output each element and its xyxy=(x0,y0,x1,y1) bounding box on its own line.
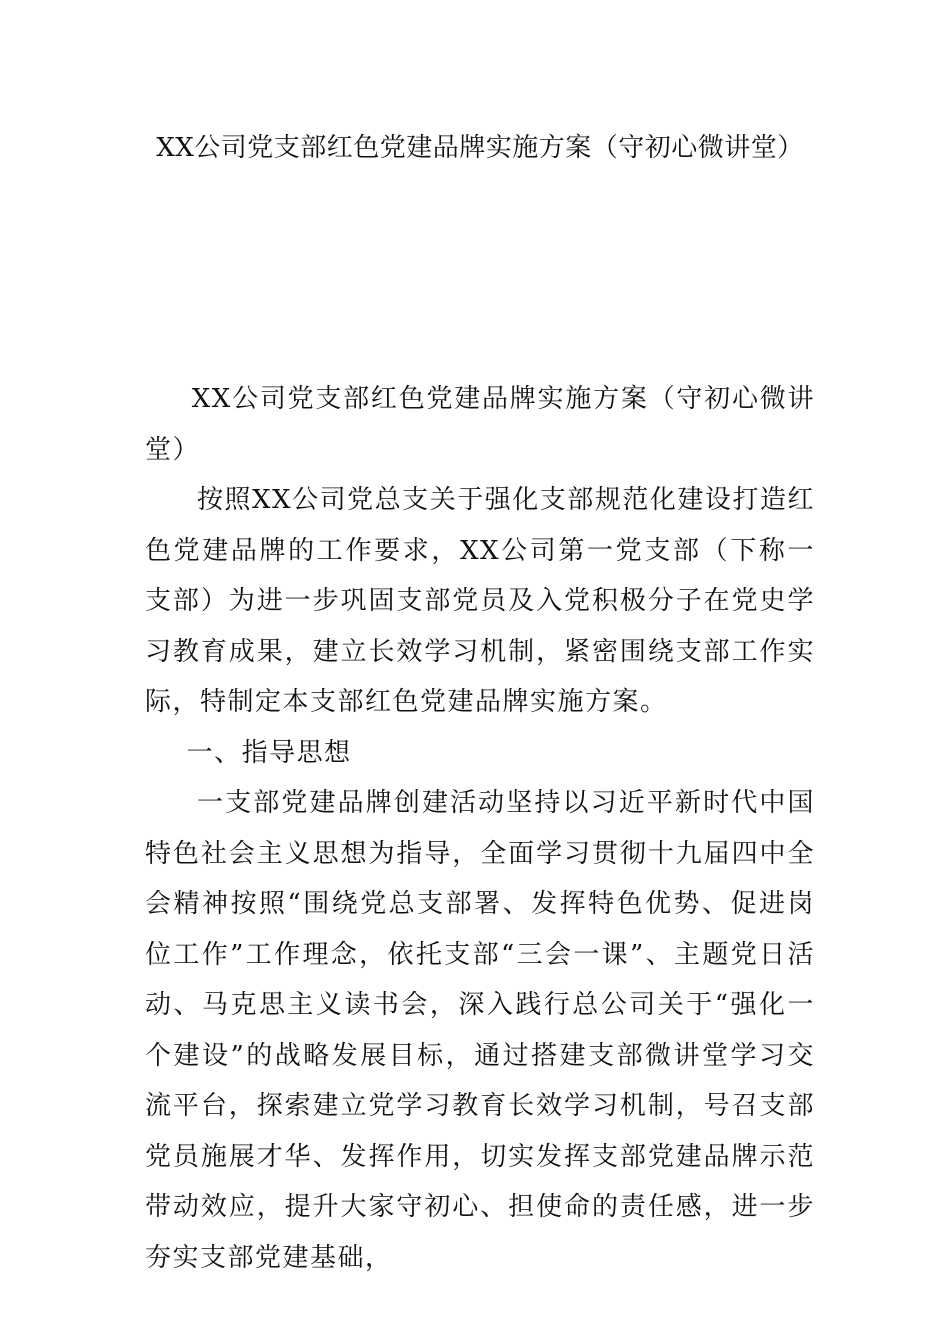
body-title: XX公司党支部红色党建品牌实施方案（守初心微讲堂） xyxy=(145,384,815,465)
document-body xyxy=(145,374,815,1283)
section-heading-guiding-ideology: 一、指导思想 xyxy=(186,737,352,768)
intro-paragraph: 按照XX公司党总支关于强化支部规范化建设打造红色党建品牌的工作要求，XX公司第一党支部（下称一支部）为进一步巩固支部党员及入党积极分子在党史学习教育成果，建立长效学习机制，紧密围绕支部工作实际，特制定本支部红色党建品牌实施方案。 xyxy=(145,485,815,717)
guiding-ideology-paragraph: 一支部党建品牌创建活动坚持以习近平新时代中国特色社会主义思想为指导，全面学习贯彻十九届四中全会精神按照“围绕党总支部署、发挥特色优势、促进岗位工作”工作理念，依托支部“三会一课”、主题党日活动、马克思主义读书会，深入践行总公司关于“强化一个建设”的战略发展目标，通过搭建支部微讲堂学习交流平台，探索建立党学习教育长效学习机制，号召支部党员施展才华、发挥作用，切实发挥支部党建品牌示范带动效应，提升大家守初心、担使命的责任感，进一步夯实支部党建基础， xyxy=(145,788,815,1273)
cover-title: XX公司党支部红色党建品牌实施方案（守初心微讲堂） xyxy=(156,133,804,163)
